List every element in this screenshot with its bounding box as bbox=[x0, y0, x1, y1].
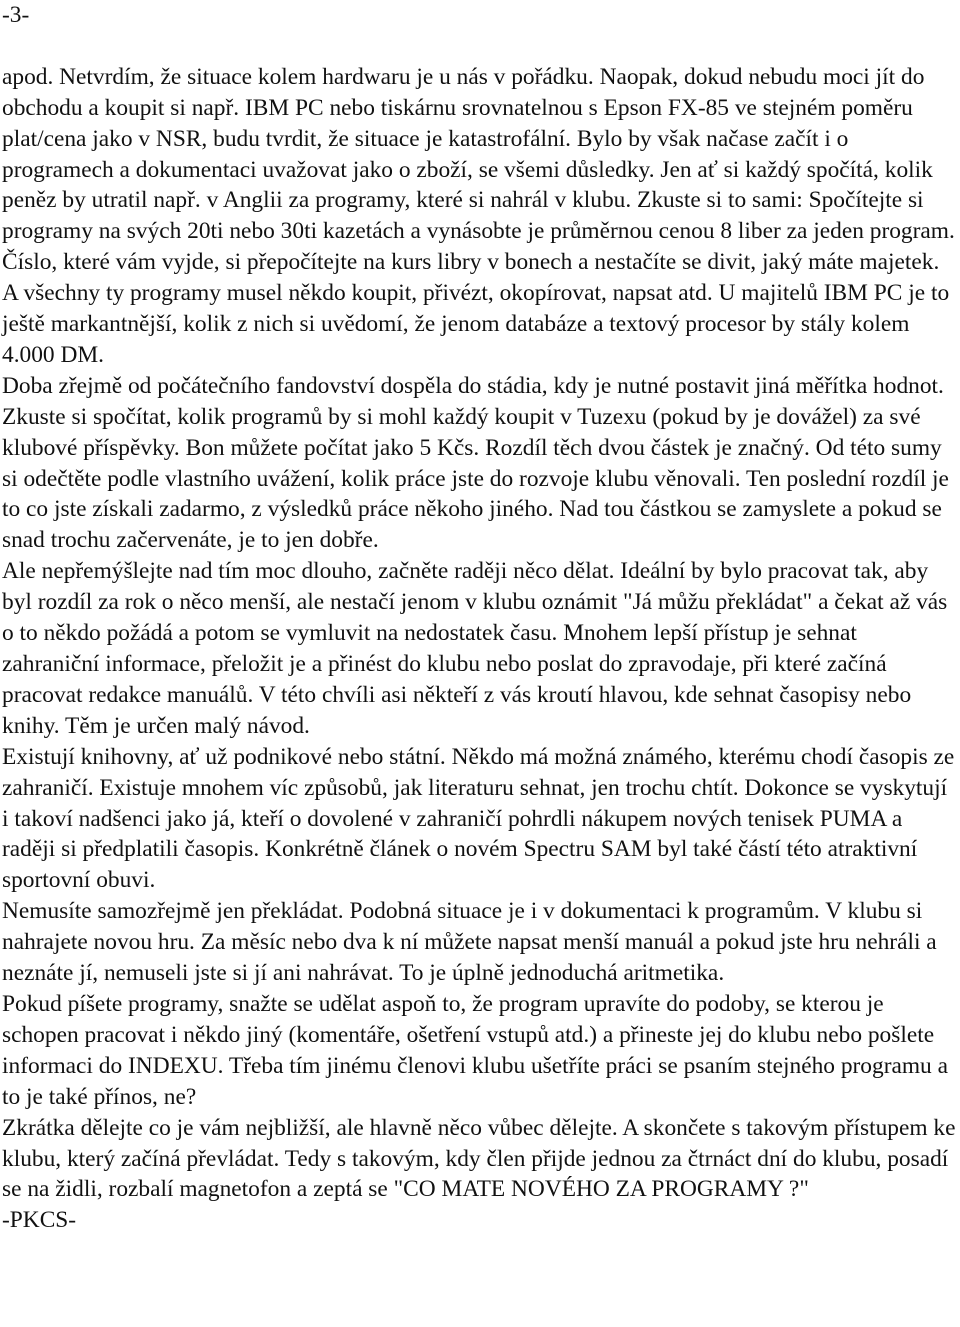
paragraph-2: Doba zřejmě od počátečního fandovství dospěla do stádia, kdy je nutné postavit jiná měřítka hodnot. Zkuste si spočítat, kolik programů by si mohl každý koupit v Tuzexu (pokud by je dovážel) za své klubové příspěvky. Bon můžete počítat jako 5 Kčs. Rozdíl těch dvou částek je značný. Od této sumy si odečtěte podle vlastního uvážení, kolik práce jste do rozvoje klubu věnovali. Ten poslední rozdíl je to co jste získali zadarmo, z výsledků práce někoho jiného. Nad tou částkou se zamyslete a pokud se snad trochu začervenáte, je to jen dobře. bbox=[2, 372, 949, 554]
paragraph-1: apod. Netvrdím, že situace kolem hardwaru je u nás v pořádku. Naopak, dokud nebudu moci jít do obchodu a koupit si např. IBM PC nebo tiskárnu srovnatelnou s Epson FX-85 ve stejném poměru plat/cena jako v NSR, budu tvrdit, že situace je katastrofální. Bylo by však načase začít i o programech a dokumentaci uvažovat jako o zboží, se všemi důsledky. Jen ať si každý spočítá, kolik peněz by utratil např. v Anglii za programy, které si nahrál v klubu. Zkuste si to sami: Spočítejte si programy na svých 20ti nebo 30ti kazetách a vynásobte je průměrnou cenou 8 liber za jeden program. Číslo, které vám vyjde, si přepočítejte na kurs libry v bonech a nestačíte se divit, jaký máte majetek. A všechny ty programy musel někdo koupit, přivézt, okopírovat, napsat atd. U majitelů IBM PC je to ještě markantnější, kolik z nich si uvědomí, že jenom databáze a textový procesor by stály kolem 4.000 DM. bbox=[2, 63, 955, 368]
page-number: -3- bbox=[2, 2, 30, 28]
paragraph-4: Existují knihovny, ať už podnikové nebo státní. Někdo má možná známého, kterému chodí časopis ze zahraničí. Existuje mnohem víc způsobů, jak literaturu sehnat, jen trochu chtít. Dokonce se vyskytují i takoví nadšenci jako já, kteří o dovolené v zahraničí pohrdli nákupem nových tenisek PUMA a raději si předplatili časopis. Konkrétně článek o novém Spectru SAM byl také částí této atraktivní sportovní obuvi. bbox=[2, 743, 955, 894]
paragraph-5: Nemusíte samozřejmě jen překládat. Podobná situace je i v dokumentaci k programům. V klubu si nahrajete novou hru. Za měsíc nebo dva k ní můžete napsat menší manuál a pokud jste hru nehráli a neznáte jí, nemuseli jste si jí ani nahrávat. To je úplně jednoduchá aritmetika. bbox=[2, 898, 937, 987]
document-page bbox=[2, 0, 958, 1236]
paragraph-3: Ale nepřemýšlejte nad tím moc dlouho, začněte raději něco dělat. Ideální by bylo pracovat tak, aby byl rozdíl za rok o něco menší, ale nestačí jenom v klubu oznámit "Já můžu překládat" a čekat až vás o to někdo požádá a potom se vymluvit na nedostatek času. Mnohem lepší přístup je sehnat zahraniční informace, přeložit je a přinést do klubu nebo poslat do zpravodaje, při které začíná pracovat redakce manuálů. V této chvíli asi někteří z vás kroutí hlavou, kde sehnat časopisy nebo knihy. Těm je určen malý návod. bbox=[2, 558, 948, 739]
signature: -PKCS- bbox=[2, 1207, 77, 1234]
paragraph-7: Zkrátka dělejte co je vám nejbližší, ale hlavně něco vůbec dělejte. A skončete s takovým přístupem ke klubu, který začíná převládat. Tedy s takovým, kdy člen přijde jednou za čtrnáct dní do klubu, posadí se na židli, rozbalí magnetofon a zeptá se "CO MATE NOVÉHO ZA PROGRAMY ?" bbox=[2, 1114, 956, 1203]
paragraph-6: Pokud píšete programy, snažte se udělat aspoň to, že program upravíte do podoby, se kterou je schopen pracovat i někdo jiný (komentáře, ošetření vstupů atd.) a přineste jej do klubu nebo pošlete informaci do INDEXU. Třeba tím jinému členovi klubu ušetříte práci se psaním stejného programu a to je také přínos, ne? bbox=[2, 990, 948, 1110]
